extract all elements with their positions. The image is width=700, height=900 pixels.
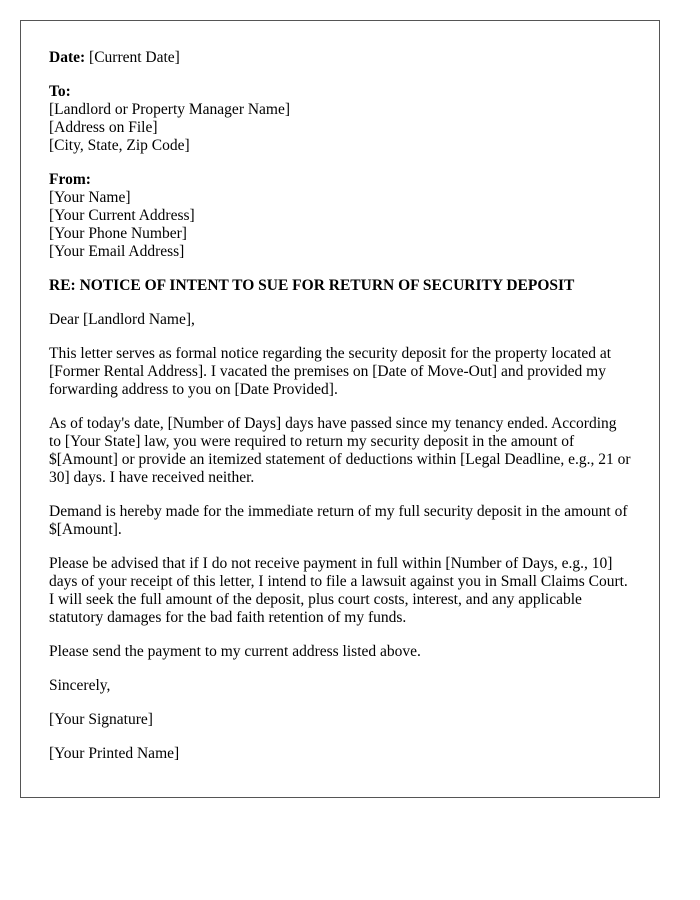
sender-name: [Your Name] [49,189,131,206]
body-paragraph-demand: Demand is hereby made for the immediate return of my full security deposit in the amount of $[Amount]. [49,503,628,538]
sender-address: [Your Current Address] [49,207,195,224]
date-value: [Current Date] [85,49,180,66]
signature-placeholder: [Your Signature] [49,711,153,728]
recipient-city-state-zip: [City, State, Zip Code] [49,137,190,154]
sender-email: [Your Email Address] [49,243,185,260]
to-label: To: [49,83,71,100]
subject-line: RE: NOTICE OF INTENT TO SUE FOR RETURN OF SECURITY DEPOSIT [49,277,575,294]
body-paragraph-notice: This letter serves as formal notice regarding the security deposit for the property located at [Former Rental Address]. I vacated the premises on [Date of Move-Out] and provided my forwarding address to you on [Date Provided]. [49,345,612,398]
letter-page [20,20,660,798]
body-paragraph-lawsuit: Please be advised that if I do not receive payment in full within [Number of Days, e.g., 10] days of your receipt of this letter, I intend to file a lawsuit against you in Small Claims Court. I will seek the full amount of the deposit, plus court costs, interest, and any applicable statutory damages for the bad faith retention of my funds. [49,555,628,626]
body-paragraph-payment: Please send the payment to my current address listed above. [49,643,421,660]
salutation: Dear [Landlord Name], [49,311,195,328]
date-label: Date: [49,49,86,66]
date-line [49,49,631,67]
recipient-address: [Address on File] [49,119,158,136]
from-label: From: [49,171,91,188]
sender-block [49,171,631,261]
closing: Sincerely, [49,677,111,694]
recipient-block [49,83,631,155]
printed-name-placeholder: [Your Printed Name] [49,745,180,762]
sender-phone: [Your Phone Number] [49,225,187,242]
body-paragraph-deadline: As of today's date, [Number of Days] days have passed since my tenancy ended. According to [Your State] law, you were required to return my security deposit in the amount of $[Amount] or provide an itemized statement of deductions within [Legal Deadline, e.g., 21 or 30] days. I have received neither. [49,415,631,486]
recipient-name: [Landlord or Property Manager Name] [49,101,291,118]
